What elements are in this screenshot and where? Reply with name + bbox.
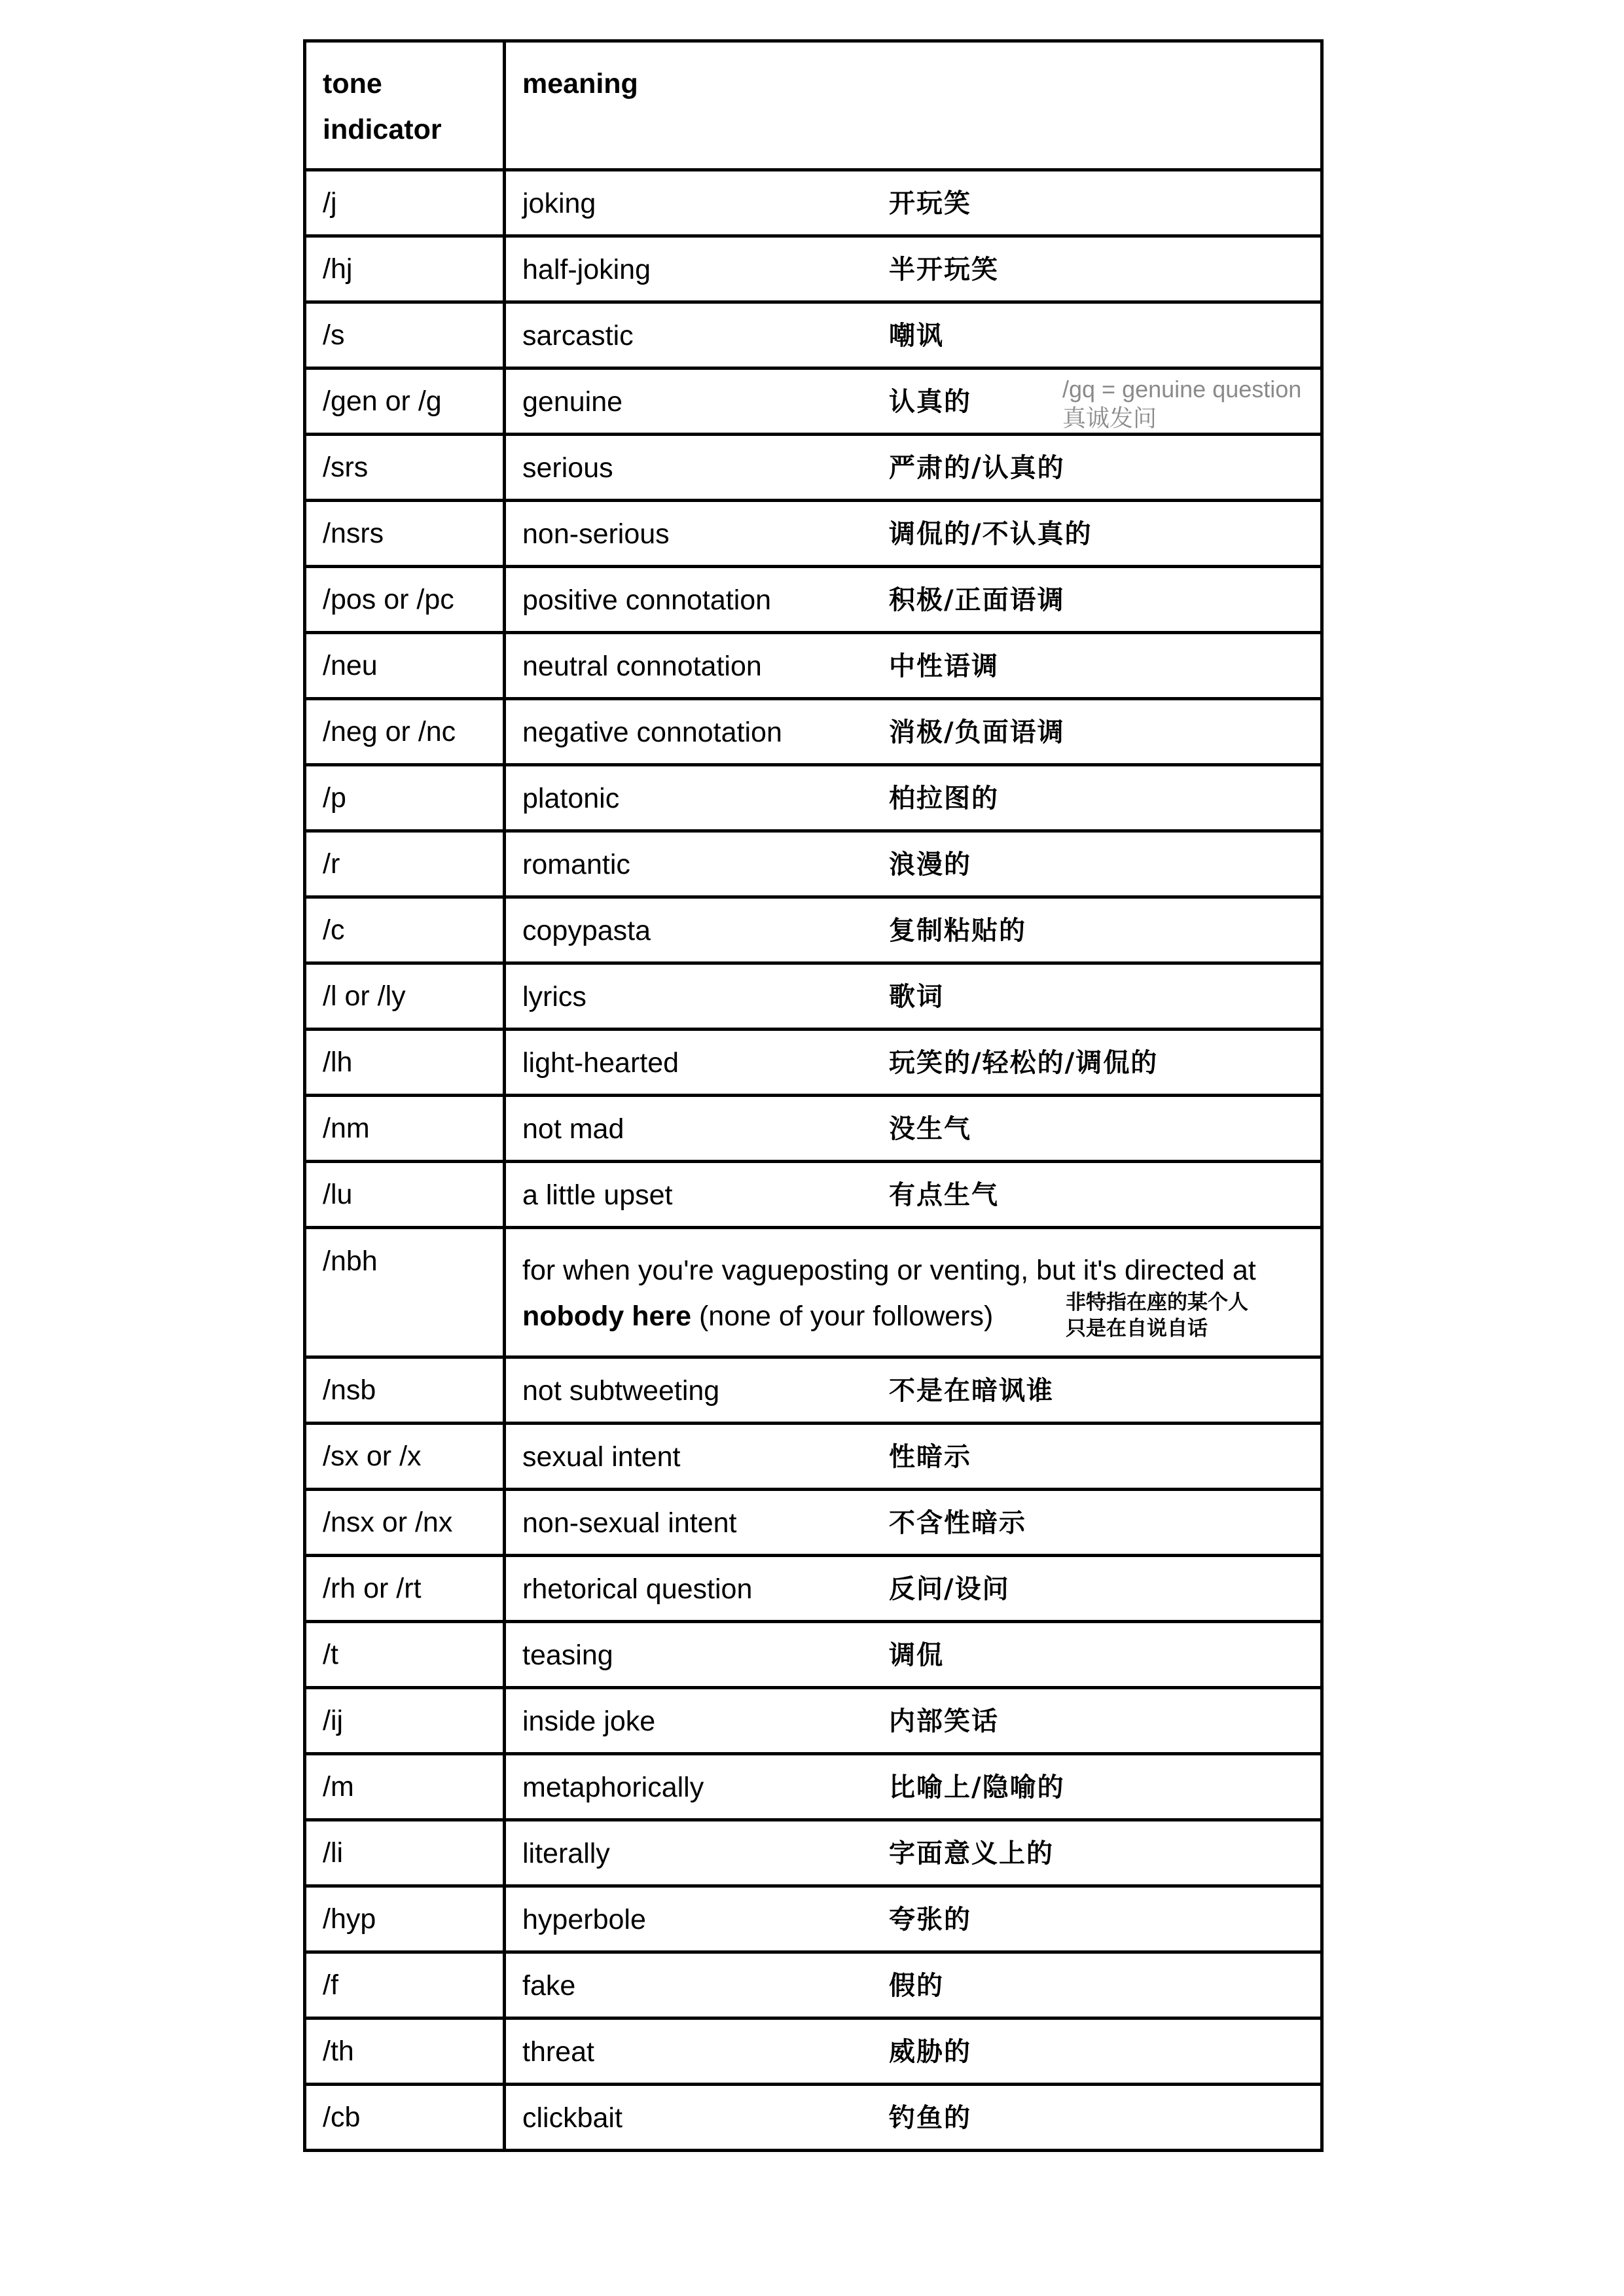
meaning-cell <box>505 1952 1322 2018</box>
meaning-chinese: 认真的 <box>889 387 971 418</box>
header-indicator-line2: indicator <box>323 114 442 145</box>
meaning-english: clickbait <box>522 2102 623 2134</box>
indicator-cell: /nm <box>305 1096 505 1162</box>
table-row <box>305 633 1322 699</box>
meaning-cell <box>505 1754 1322 1820</box>
indicator-cell: /p <box>305 765 505 831</box>
indicator-cell: /j <box>305 170 505 236</box>
indicator-cell: /t <box>305 1622 505 1688</box>
meaning-english: rhetorical question <box>522 1573 753 1605</box>
meaning-cell <box>505 501 1322 567</box>
meaning-english: copypasta <box>522 914 651 946</box>
meaning-chinese: 威胁的 <box>889 2037 971 2068</box>
table-row <box>305 2018 1322 2085</box>
meaning-chinese: 夸张的 <box>889 1905 971 1935</box>
tone-indicator-table <box>303 39 1324 2152</box>
meaning-english: half-joking <box>522 253 651 285</box>
meaning-chinese: 不含性暗示 <box>889 1508 1026 1539</box>
table-row <box>305 1096 1322 1162</box>
meaning-english: neutral connotation <box>522 650 762 682</box>
meaning-cell <box>505 1556 1322 1622</box>
meaning-cell <box>505 1162 1322 1228</box>
table-row <box>305 699 1322 765</box>
table-row <box>305 302 1322 368</box>
meaning-english: negative connotation <box>522 716 782 748</box>
meaning-english: not subtweeting <box>522 1374 720 1407</box>
meaning-chinese: 消极/负面语调 <box>889 717 1065 748</box>
meaning-cell <box>505 1622 1322 1688</box>
meaning-chinese: 反问/设问 <box>889 1574 1010 1605</box>
table-row <box>305 170 1322 236</box>
meaning-chinese: 钓鱼的 <box>889 2103 971 2134</box>
meaning-cell <box>505 1030 1322 1096</box>
indicator-cell: /nbh <box>305 1228 505 1357</box>
indicator-cell: /r <box>305 831 505 897</box>
nbh-chinese-note <box>1066 1289 1248 1342</box>
indicator-cell: /nsb <box>305 1357 505 1424</box>
meaning-english: not mad <box>522 1113 624 1145</box>
meaning-chinese: 没生气 <box>889 1114 971 1145</box>
meaning-english: a little upset <box>522 1179 673 1211</box>
meaning-chinese: 柏拉图的 <box>889 783 999 814</box>
meaning-english: fake <box>522 1969 576 2001</box>
table-row <box>305 1424 1322 1490</box>
genuine-question-note <box>1062 375 1301 433</box>
meaning-chinese: 浪漫的 <box>889 850 971 880</box>
meaning-english: genuine <box>522 386 623 418</box>
indicator-cell: /f <box>305 1952 505 2018</box>
meaning-cell <box>505 963 1322 1030</box>
nbh-chinese-line1: 非特指在座的某个人 <box>1066 1291 1248 1314</box>
indicator-cell: /hyp <box>305 1886 505 1952</box>
meaning-english: inside joke <box>522 1705 656 1737</box>
table-row <box>305 1357 1322 1424</box>
header-indicator-line1: tone <box>323 68 382 99</box>
table-row <box>305 236 1322 302</box>
meaning-chinese: 性暗示 <box>889 1442 971 1473</box>
table-row <box>305 2085 1322 2151</box>
indicator-cell: /neu <box>305 633 505 699</box>
meaning-english: sexual intent <box>522 1441 681 1473</box>
meaning-chinese: 中性语调 <box>889 651 999 682</box>
meaning-cell <box>505 567 1322 633</box>
table-row <box>305 1030 1322 1096</box>
table-header-row <box>305 41 1322 170</box>
meaning-cell <box>505 1688 1322 1754</box>
meaning-cell <box>505 236 1322 302</box>
header-meaning: meaning <box>505 41 1322 170</box>
meaning-english: joking <box>522 187 596 219</box>
table-row <box>305 368 1322 435</box>
meaning-chinese: 假的 <box>889 1971 944 2001</box>
table-row-nbh <box>305 1228 1322 1357</box>
meaning-chinese: 半开玩笑 <box>889 255 999 285</box>
nbh-meaning-bold: nobody here <box>522 1300 692 1332</box>
meaning-english: literally <box>522 1837 610 1869</box>
meaning-chinese: 比喻上/隐喻的 <box>889 1772 1065 1803</box>
meaning-cell <box>505 435 1322 501</box>
meaning-english: non-serious <box>522 518 670 550</box>
meaning-cell <box>505 2018 1322 2085</box>
note-line-chinese: 真诚发问 <box>1062 404 1157 431</box>
meaning-cell <box>505 1490 1322 1556</box>
meaning-english: non-sexual intent <box>522 1507 737 1539</box>
table-row <box>305 501 1322 567</box>
indicator-cell: /hj <box>305 236 505 302</box>
meaning-cell <box>505 1096 1322 1162</box>
table-row <box>305 1490 1322 1556</box>
table-row <box>305 1556 1322 1622</box>
meaning-cell <box>505 1886 1322 1952</box>
meaning-cell <box>505 699 1322 765</box>
indicator-cell: /li <box>305 1820 505 1886</box>
table-row <box>305 1820 1322 1886</box>
meaning-english: sarcastic <box>522 319 634 351</box>
indicator-cell: /s <box>305 302 505 368</box>
meaning-cell <box>505 1820 1322 1886</box>
table-body <box>305 170 1322 2151</box>
meaning-chinese: 字面意义上的 <box>889 1839 1054 1869</box>
meaning-cell <box>505 2085 1322 2151</box>
meaning-english: romantic <box>522 848 630 880</box>
table-row <box>305 1622 1322 1688</box>
meaning-cell <box>505 831 1322 897</box>
table-row <box>305 567 1322 633</box>
meaning-cell <box>505 170 1322 236</box>
meaning-english: teasing <box>522 1639 613 1671</box>
meaning-english: lyrics <box>522 980 586 1013</box>
indicator-cell: /gen or /g <box>305 368 505 435</box>
meaning-chinese: 开玩笑 <box>889 188 971 219</box>
meaning-chinese: 复制粘贴的 <box>889 916 1026 946</box>
indicator-cell: /l or /ly <box>305 963 505 1030</box>
meaning-english: positive connotation <box>522 584 772 616</box>
table-row <box>305 1688 1322 1754</box>
nbh-meaning-line1: for when you're vagueposting or venting, but it's directed at <box>522 1255 1256 1286</box>
table-row <box>305 435 1322 501</box>
indicator-cell: /lh <box>305 1030 505 1096</box>
indicator-cell: /rh or /rt <box>305 1556 505 1622</box>
indicator-cell: /neg or /nc <box>305 699 505 765</box>
table-row <box>305 831 1322 897</box>
nbh-chinese-line2: 只是在自说自话 <box>1066 1317 1208 1340</box>
indicator-cell: /lu <box>305 1162 505 1228</box>
table-row <box>305 897 1322 963</box>
meaning-english: platonic <box>522 782 620 814</box>
meaning-english: light-hearted <box>522 1047 679 1079</box>
meaning-chinese: 严肃的/认真的 <box>889 453 1065 484</box>
meaning-chinese: 歌词 <box>889 982 944 1013</box>
indicator-cell: /pos or /pc <box>305 567 505 633</box>
meaning-english: serious <box>522 452 613 484</box>
meaning-cell <box>505 1357 1322 1424</box>
meaning-chinese: 调侃 <box>889 1640 944 1671</box>
meaning-cell <box>505 1424 1322 1490</box>
meaning-chinese: 调侃的/不认真的 <box>889 519 1092 550</box>
indicator-cell: /m <box>305 1754 505 1820</box>
indicator-cell: /cb <box>305 2085 505 2151</box>
meaning-english: hyperbole <box>522 1903 646 1935</box>
meaning-english: metaphorically <box>522 1771 704 1803</box>
note-line-english: /gq = genuine question <box>1062 376 1302 403</box>
indicator-cell: /c <box>305 897 505 963</box>
indicator-cell: /th <box>305 2018 505 2085</box>
header-tone-indicator <box>305 41 505 170</box>
meaning-chinese: 有点生气 <box>889 1180 999 1211</box>
meaning-chinese: 积极/正面语调 <box>889 585 1065 616</box>
meaning-english: threat <box>522 2036 594 2068</box>
meaning-cell <box>505 302 1322 368</box>
meaning-cell <box>505 368 1322 435</box>
meaning-chinese: 不是在暗讽谁 <box>889 1376 1054 1407</box>
meaning-cell <box>505 765 1322 831</box>
indicator-cell: /nsrs <box>305 501 505 567</box>
indicator-cell: /srs <box>305 435 505 501</box>
meaning-cell <box>505 633 1322 699</box>
table-row <box>305 1162 1322 1228</box>
meaning-cell <box>505 1228 1322 1357</box>
meaning-chinese: 玩笑的/轻松的/调侃的 <box>889 1048 1159 1079</box>
nbh-meaning-rest: (none of your followers) <box>691 1300 994 1332</box>
meaning-chinese: 嘲讽 <box>889 321 944 351</box>
indicator-cell: /sx or /x <box>305 1424 505 1490</box>
meaning-chinese: 内部笑话 <box>889 1706 999 1737</box>
meaning-cell <box>505 897 1322 963</box>
indicator-cell: /ij <box>305 1688 505 1754</box>
table-row <box>305 765 1322 831</box>
nbh-meaning-line2 <box>522 1293 1320 1339</box>
table-row <box>305 963 1322 1030</box>
table-row <box>305 1754 1322 1820</box>
indicator-cell: /nsx or /nx <box>305 1490 505 1556</box>
table-row <box>305 1886 1322 1952</box>
table-row <box>305 1952 1322 2018</box>
